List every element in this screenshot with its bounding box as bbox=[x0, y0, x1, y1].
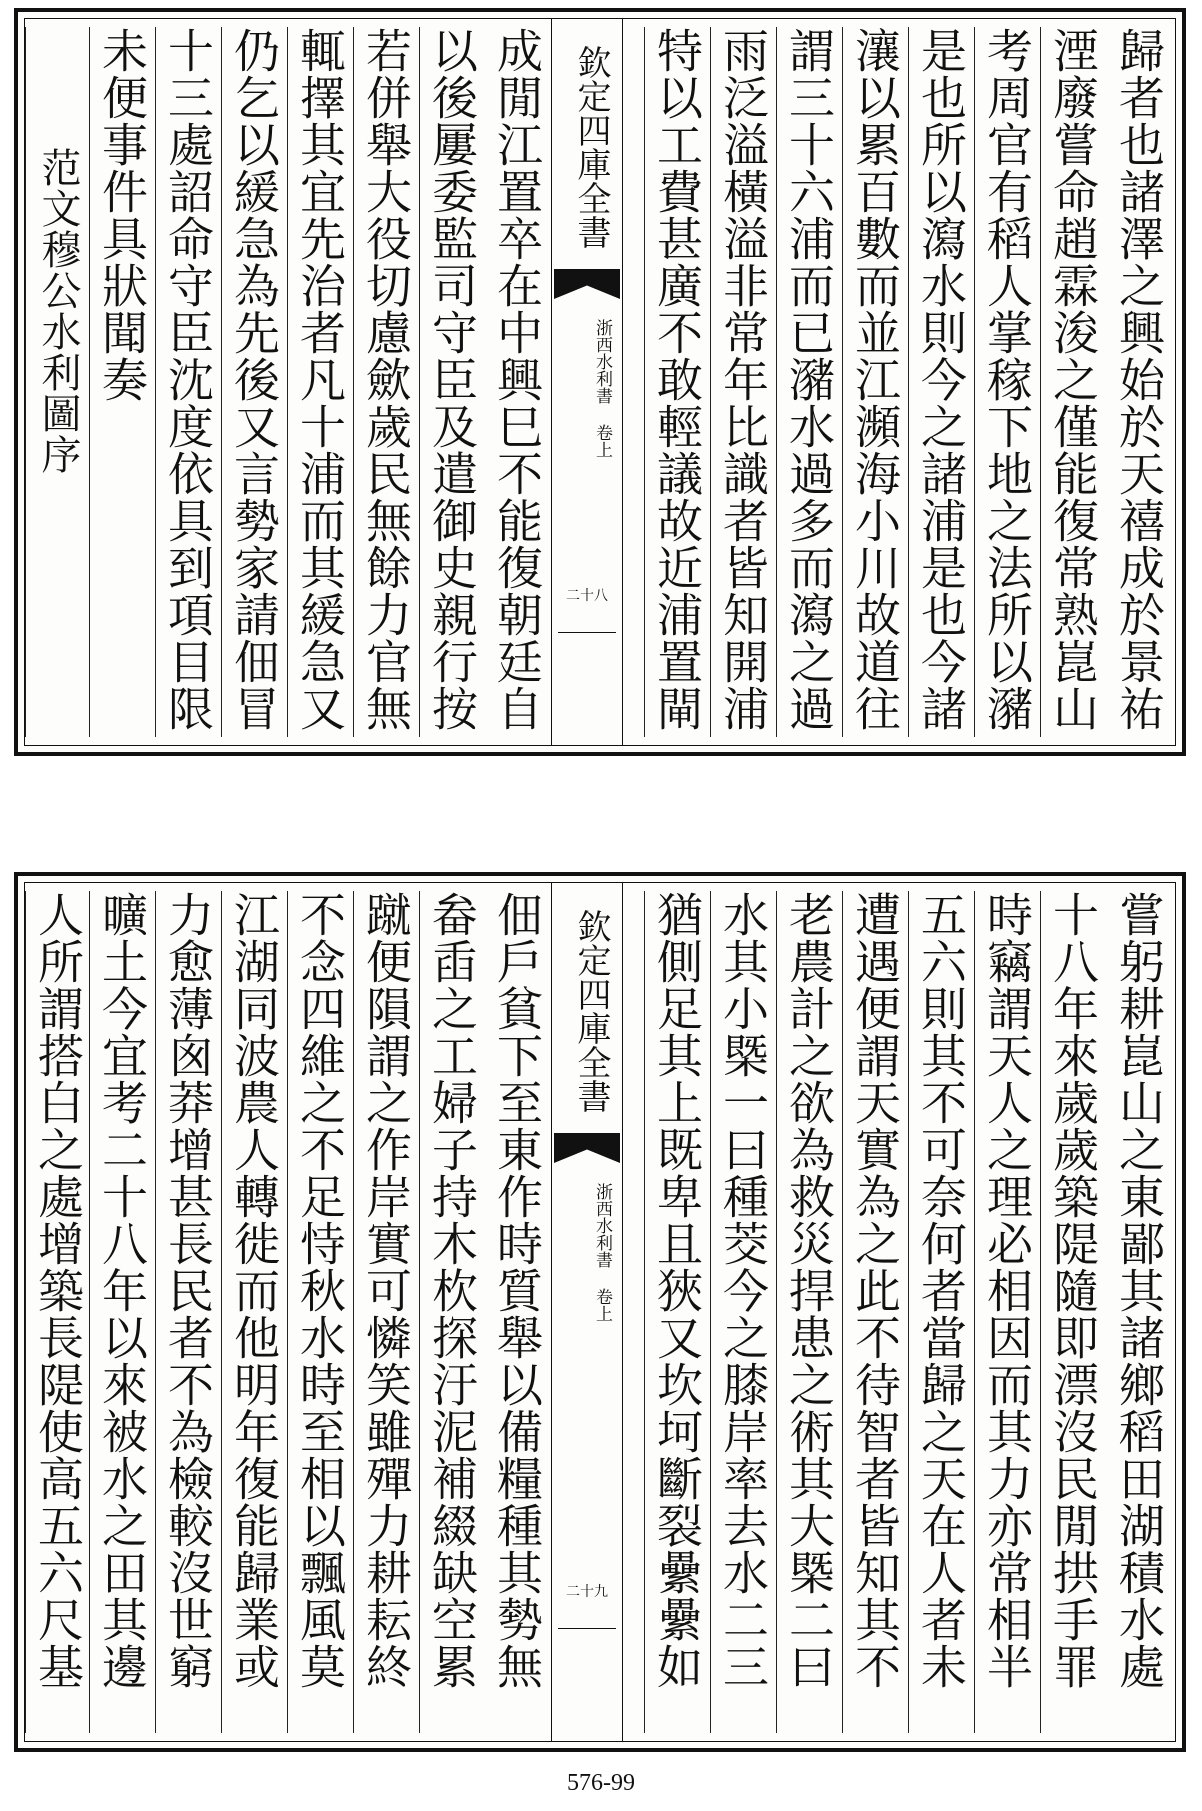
text-column: 力愈薄囪莽增甚長民者不為檢較沒世窮 bbox=[155, 891, 220, 1733]
fishtail-mark bbox=[554, 1133, 620, 1163]
text-column: 遭遇便謂天實為之此不待智者皆知其不 bbox=[842, 891, 907, 1733]
text-column: 是也所以瀉水則今之諸浦是也今諸 bbox=[908, 27, 973, 737]
book-title: 欽定四庫全書 bbox=[571, 909, 611, 1113]
text-column: 仍乞以緩急為先後又言勢家請佃冒 bbox=[221, 27, 286, 737]
text-column: 成閒江置卒在中興巳不能復朝廷自 bbox=[490, 27, 544, 732]
book-title: 欽定四庫全書 bbox=[571, 45, 611, 249]
text-column: 嘗躬耕崑山之東鄙其諸鄉稻田湖積水處 bbox=[1112, 891, 1166, 1690]
volume-label: 浙西水利書 卷上 bbox=[592, 1183, 612, 1322]
text-column: 雨泛溢橫溢非常年比識者皆知開浦 bbox=[710, 27, 775, 737]
text-column: 湮廢嘗命趙霖浚之僅能復常熟崑山 bbox=[1040, 27, 1105, 737]
text-column: 不念四維之不足恃秋水時至相以飄風莫 bbox=[287, 891, 352, 1733]
center-gutter bbox=[551, 883, 623, 1741]
text-column: 歸者也諸澤之興始於天禧成於景祐 bbox=[1112, 27, 1166, 732]
page-frame bbox=[24, 882, 1176, 1742]
page-lower bbox=[14, 872, 1186, 1752]
text-column: 猶側足其上既卑且狹又坎坷斷裂纍纍如 bbox=[644, 891, 709, 1733]
text-column: 老農計之欲為救災捍患之術其大槩二曰 bbox=[776, 891, 841, 1733]
text-column: 未便事件具狀聞奏 bbox=[89, 27, 154, 737]
divider bbox=[558, 1628, 616, 1629]
text-column: 以後屢委監司守臣及遣御史親行按 bbox=[419, 27, 484, 737]
page-number: 二十八 bbox=[566, 588, 608, 604]
page-upper bbox=[14, 8, 1186, 756]
text-column: 謂三十六浦而已瀦水過多而瀉之過 bbox=[776, 27, 841, 737]
text-column: 水其小槩一曰種茭今之膝岸率去水二三 bbox=[710, 891, 775, 1733]
center-gutter bbox=[551, 19, 623, 745]
volume-label: 浙西水利書 卷上 bbox=[592, 319, 612, 458]
text-column: 五六則其不可奈何者當歸之天在人者未 bbox=[908, 891, 973, 1733]
page-number: 二十九 bbox=[566, 1584, 608, 1600]
section-title: 范文穆公水利圖序 bbox=[25, 27, 90, 737]
text-column: 考周官有稻人掌稼下地之法所以瀦 bbox=[974, 27, 1039, 737]
text-column: 瀼以累百數而並江瀕海小川故道往 bbox=[842, 27, 907, 737]
text-column: 時竊謂天人之理必相因而其力亦常相半 bbox=[974, 891, 1039, 1733]
divider bbox=[558, 632, 616, 633]
page-frame bbox=[24, 18, 1176, 746]
fishtail-mark bbox=[554, 269, 620, 299]
footer-reference: 576-99 bbox=[567, 1770, 635, 1796]
text-column: 若併舉大役切慮歛歲民無餘力官無 bbox=[353, 27, 418, 737]
text-column: 佃戶貧下至東作時質舉以備糧種其勢無 bbox=[490, 891, 544, 1690]
text-column: 蹴便隕謂之作岸實可憐笑雖殫力耕耘終 bbox=[353, 891, 418, 1733]
text-column: 江湖同波農人轉徙而他明年復能歸業或 bbox=[221, 891, 286, 1733]
text-column: 十三處詔命守臣沈度依具到項目限 bbox=[155, 27, 220, 737]
text-column: 曠土今宜考二十八年以來被水之田其邊 bbox=[89, 891, 154, 1733]
text-column: 十八年來歲歲築隄隨即漂沒民閒拱手罪 bbox=[1040, 891, 1105, 1733]
text-column: 輒擇其宜先治者凡十浦而其緩急又 bbox=[287, 27, 352, 737]
text-column: 人所謂搭白之處增築長隄使高五六尺基 bbox=[25, 891, 90, 1733]
text-column: 特以工費甚廣不敢輕議故近浦置閘 bbox=[644, 27, 709, 737]
text-column: 畚臿之工婦子持木杴探汙泥補綴缺空累 bbox=[419, 891, 484, 1733]
